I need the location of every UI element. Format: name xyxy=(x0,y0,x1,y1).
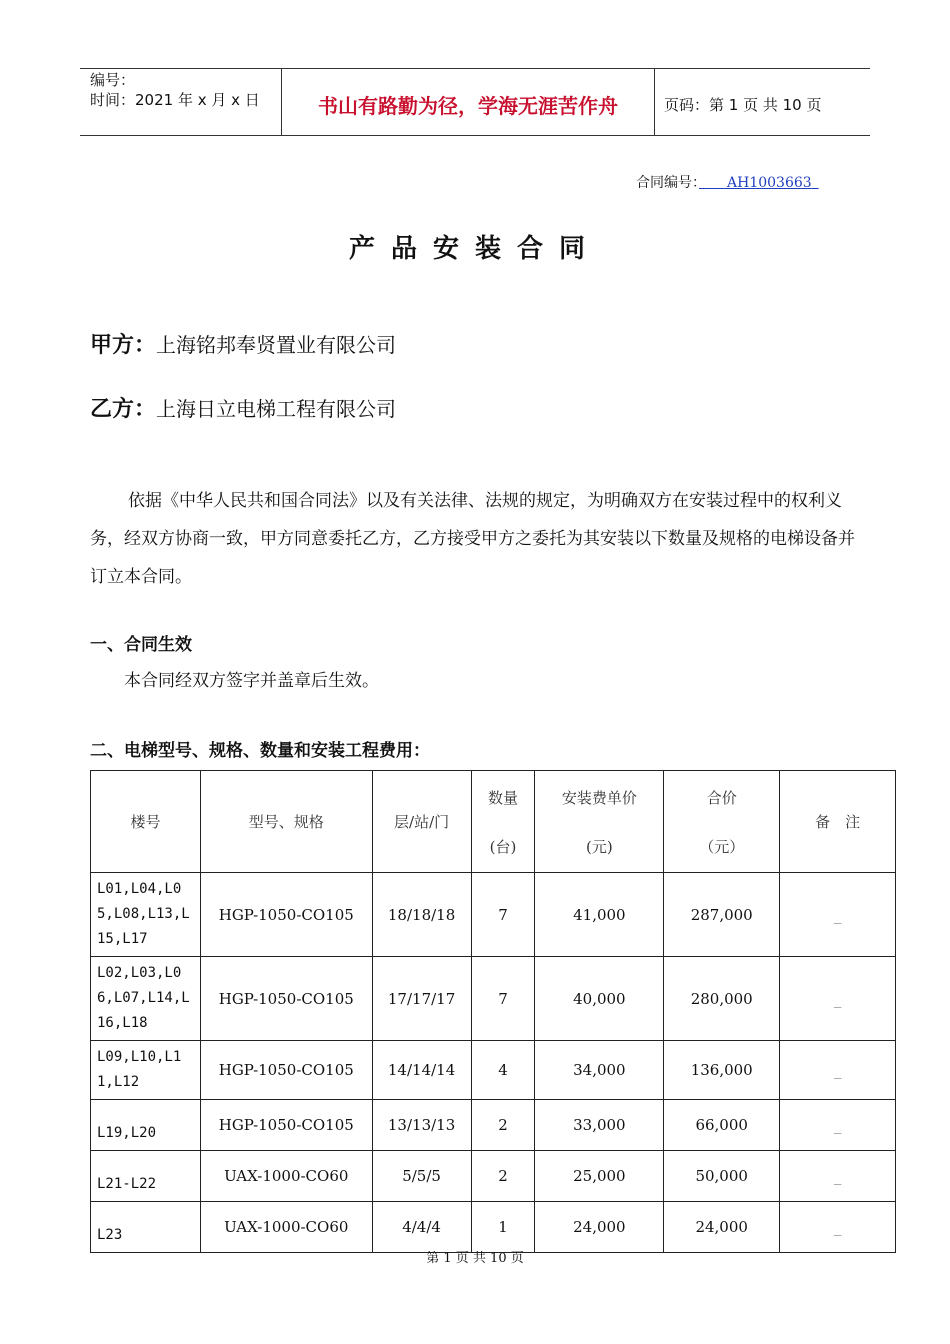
cell-building: L01,L04,L05,L08,L13,L15,L17 xyxy=(91,873,201,957)
cell-floors: 5/5/5 xyxy=(372,1151,471,1202)
party-b-label: 乙方： xyxy=(90,397,157,422)
header-building: 楼号 xyxy=(91,771,201,873)
cell-model: HGP-1050-CO105 xyxy=(200,873,372,957)
page-footer: 第 1 页 共 10 页 xyxy=(426,1251,524,1266)
section-1-title: 一、合同生效 xyxy=(90,635,192,655)
cell-floors: 14/14/14 xyxy=(372,1041,471,1100)
header-bottom-rule xyxy=(80,135,870,136)
cell-floors: 18/18/18 xyxy=(372,873,471,957)
cell-floors: 4/4/4 xyxy=(372,1202,471,1253)
table-row xyxy=(91,1202,896,1253)
cell-remark: _ xyxy=(780,873,896,957)
number-label: 编号： xyxy=(90,71,136,89)
header-unit-line2: (元) xyxy=(586,837,613,856)
header-model: 型号、规格 xyxy=(200,771,372,873)
cell-total: 50,000 xyxy=(664,1151,780,1202)
header-total-line1: 合价 xyxy=(706,788,737,807)
header-meta xyxy=(90,70,260,110)
cell-qty: 1 xyxy=(471,1202,535,1253)
cell-model: UAX-1000-CO60 xyxy=(200,1151,372,1202)
cell-total: 280,000 xyxy=(664,957,780,1041)
cell-model: UAX-1000-CO60 xyxy=(200,1202,372,1253)
table-row xyxy=(91,1041,896,1100)
header-qty xyxy=(471,771,535,873)
cell-remark: _ xyxy=(780,1151,896,1202)
cell-total: 136,000 xyxy=(664,1041,780,1100)
cell-building: L23 xyxy=(91,1202,201,1253)
cell-model: HGP-1050-CO105 xyxy=(200,957,372,1041)
section-1-body: 本合同经双方签字并盖章后生效。 xyxy=(124,671,379,691)
cell-unit-price: 24,000 xyxy=(535,1202,664,1253)
header-qty-line1: 数量 xyxy=(487,788,518,807)
cell-remark: _ xyxy=(780,1202,896,1253)
table-header-row xyxy=(91,771,896,873)
cell-qty: 4 xyxy=(471,1041,535,1100)
header-remark: 备 注 xyxy=(780,771,896,873)
table-row xyxy=(91,873,896,957)
party-b xyxy=(90,392,396,423)
cell-building: L21-L22 xyxy=(91,1151,201,1202)
cell-remark: _ xyxy=(780,1100,896,1151)
contract-number-label: 合同编号： xyxy=(636,175,699,191)
cell-qty: 7 xyxy=(471,957,535,1041)
header-top-rule xyxy=(80,68,870,69)
page-info: 页码：第 1 页 共 10 页 xyxy=(664,96,822,114)
header-qty-line2: (台) xyxy=(489,837,517,856)
contract-number-text: AH1003663 xyxy=(727,175,812,191)
contract-number-value xyxy=(699,175,819,191)
cell-qty: 2 xyxy=(471,1151,535,1202)
document-title: 产品安装合同 xyxy=(348,234,601,264)
cell-remark: _ xyxy=(780,957,896,1041)
cell-qty: 2 xyxy=(471,1100,535,1151)
cell-qty: 7 xyxy=(471,873,535,957)
cell-unit-price: 25,000 xyxy=(535,1151,664,1202)
cell-model: HGP-1050-CO105 xyxy=(200,1100,372,1151)
party-a-label: 甲方： xyxy=(90,333,157,358)
cell-unit-price: 34,000 xyxy=(535,1041,664,1100)
cell-building: L02,L03,L06,L07,L14,L16,L18 xyxy=(91,957,201,1041)
party-a-name: 上海铭邦奉贤置业有限公司 xyxy=(156,333,397,357)
header-total xyxy=(664,771,780,873)
cell-building: L19,L20 xyxy=(91,1100,201,1151)
table-row xyxy=(91,1151,896,1202)
header-unit-price xyxy=(535,771,664,873)
party-b-name: 上海日立电梯工程有限公司 xyxy=(156,397,397,421)
intro-paragraph: 依据《中华人民共和国合同法》以及有关法律、法规的规定，为明确双方在安装过程中的权利义务，经双方协商一致，甲方同意委托乙方，乙方接受甲方之委托为其安装以下数量及规格的电梯设备并订立本合同。 xyxy=(90,491,855,587)
cell-total: 66,000 xyxy=(664,1100,780,1151)
header-total-line2: （元） xyxy=(699,837,745,856)
table-row xyxy=(91,957,896,1041)
header-floors: 层/站/门 xyxy=(372,771,471,873)
cell-unit-price: 33,000 xyxy=(535,1100,664,1151)
cell-remark: _ xyxy=(780,1041,896,1100)
table-row xyxy=(91,1100,896,1151)
cell-floors: 17/17/17 xyxy=(372,957,471,1041)
time-label: 时间：2021 年 x 月 x 日 xyxy=(90,91,260,109)
party-a xyxy=(90,328,396,359)
cell-building: L09,L10,L11,L12 xyxy=(91,1041,201,1100)
cell-floors: 13/13/13 xyxy=(372,1100,471,1151)
cell-unit-price: 40,000 xyxy=(535,957,664,1041)
header-divider xyxy=(654,68,655,136)
cell-model: HGP-1050-CO105 xyxy=(200,1041,372,1100)
header-motto: 书山有路勤为径，学海无涯苦作舟 xyxy=(318,94,618,118)
elevator-spec-table xyxy=(90,770,896,1253)
cell-total: 287,000 xyxy=(664,873,780,957)
cell-unit-price: 41,000 xyxy=(535,873,664,957)
header-unit-line1: 安装费单价 xyxy=(561,788,637,807)
contract-number xyxy=(636,172,819,192)
cell-total: 24,000 xyxy=(664,1202,780,1253)
section-2-title: 二、电梯型号、规格、数量和安装工程费用： xyxy=(90,741,430,761)
